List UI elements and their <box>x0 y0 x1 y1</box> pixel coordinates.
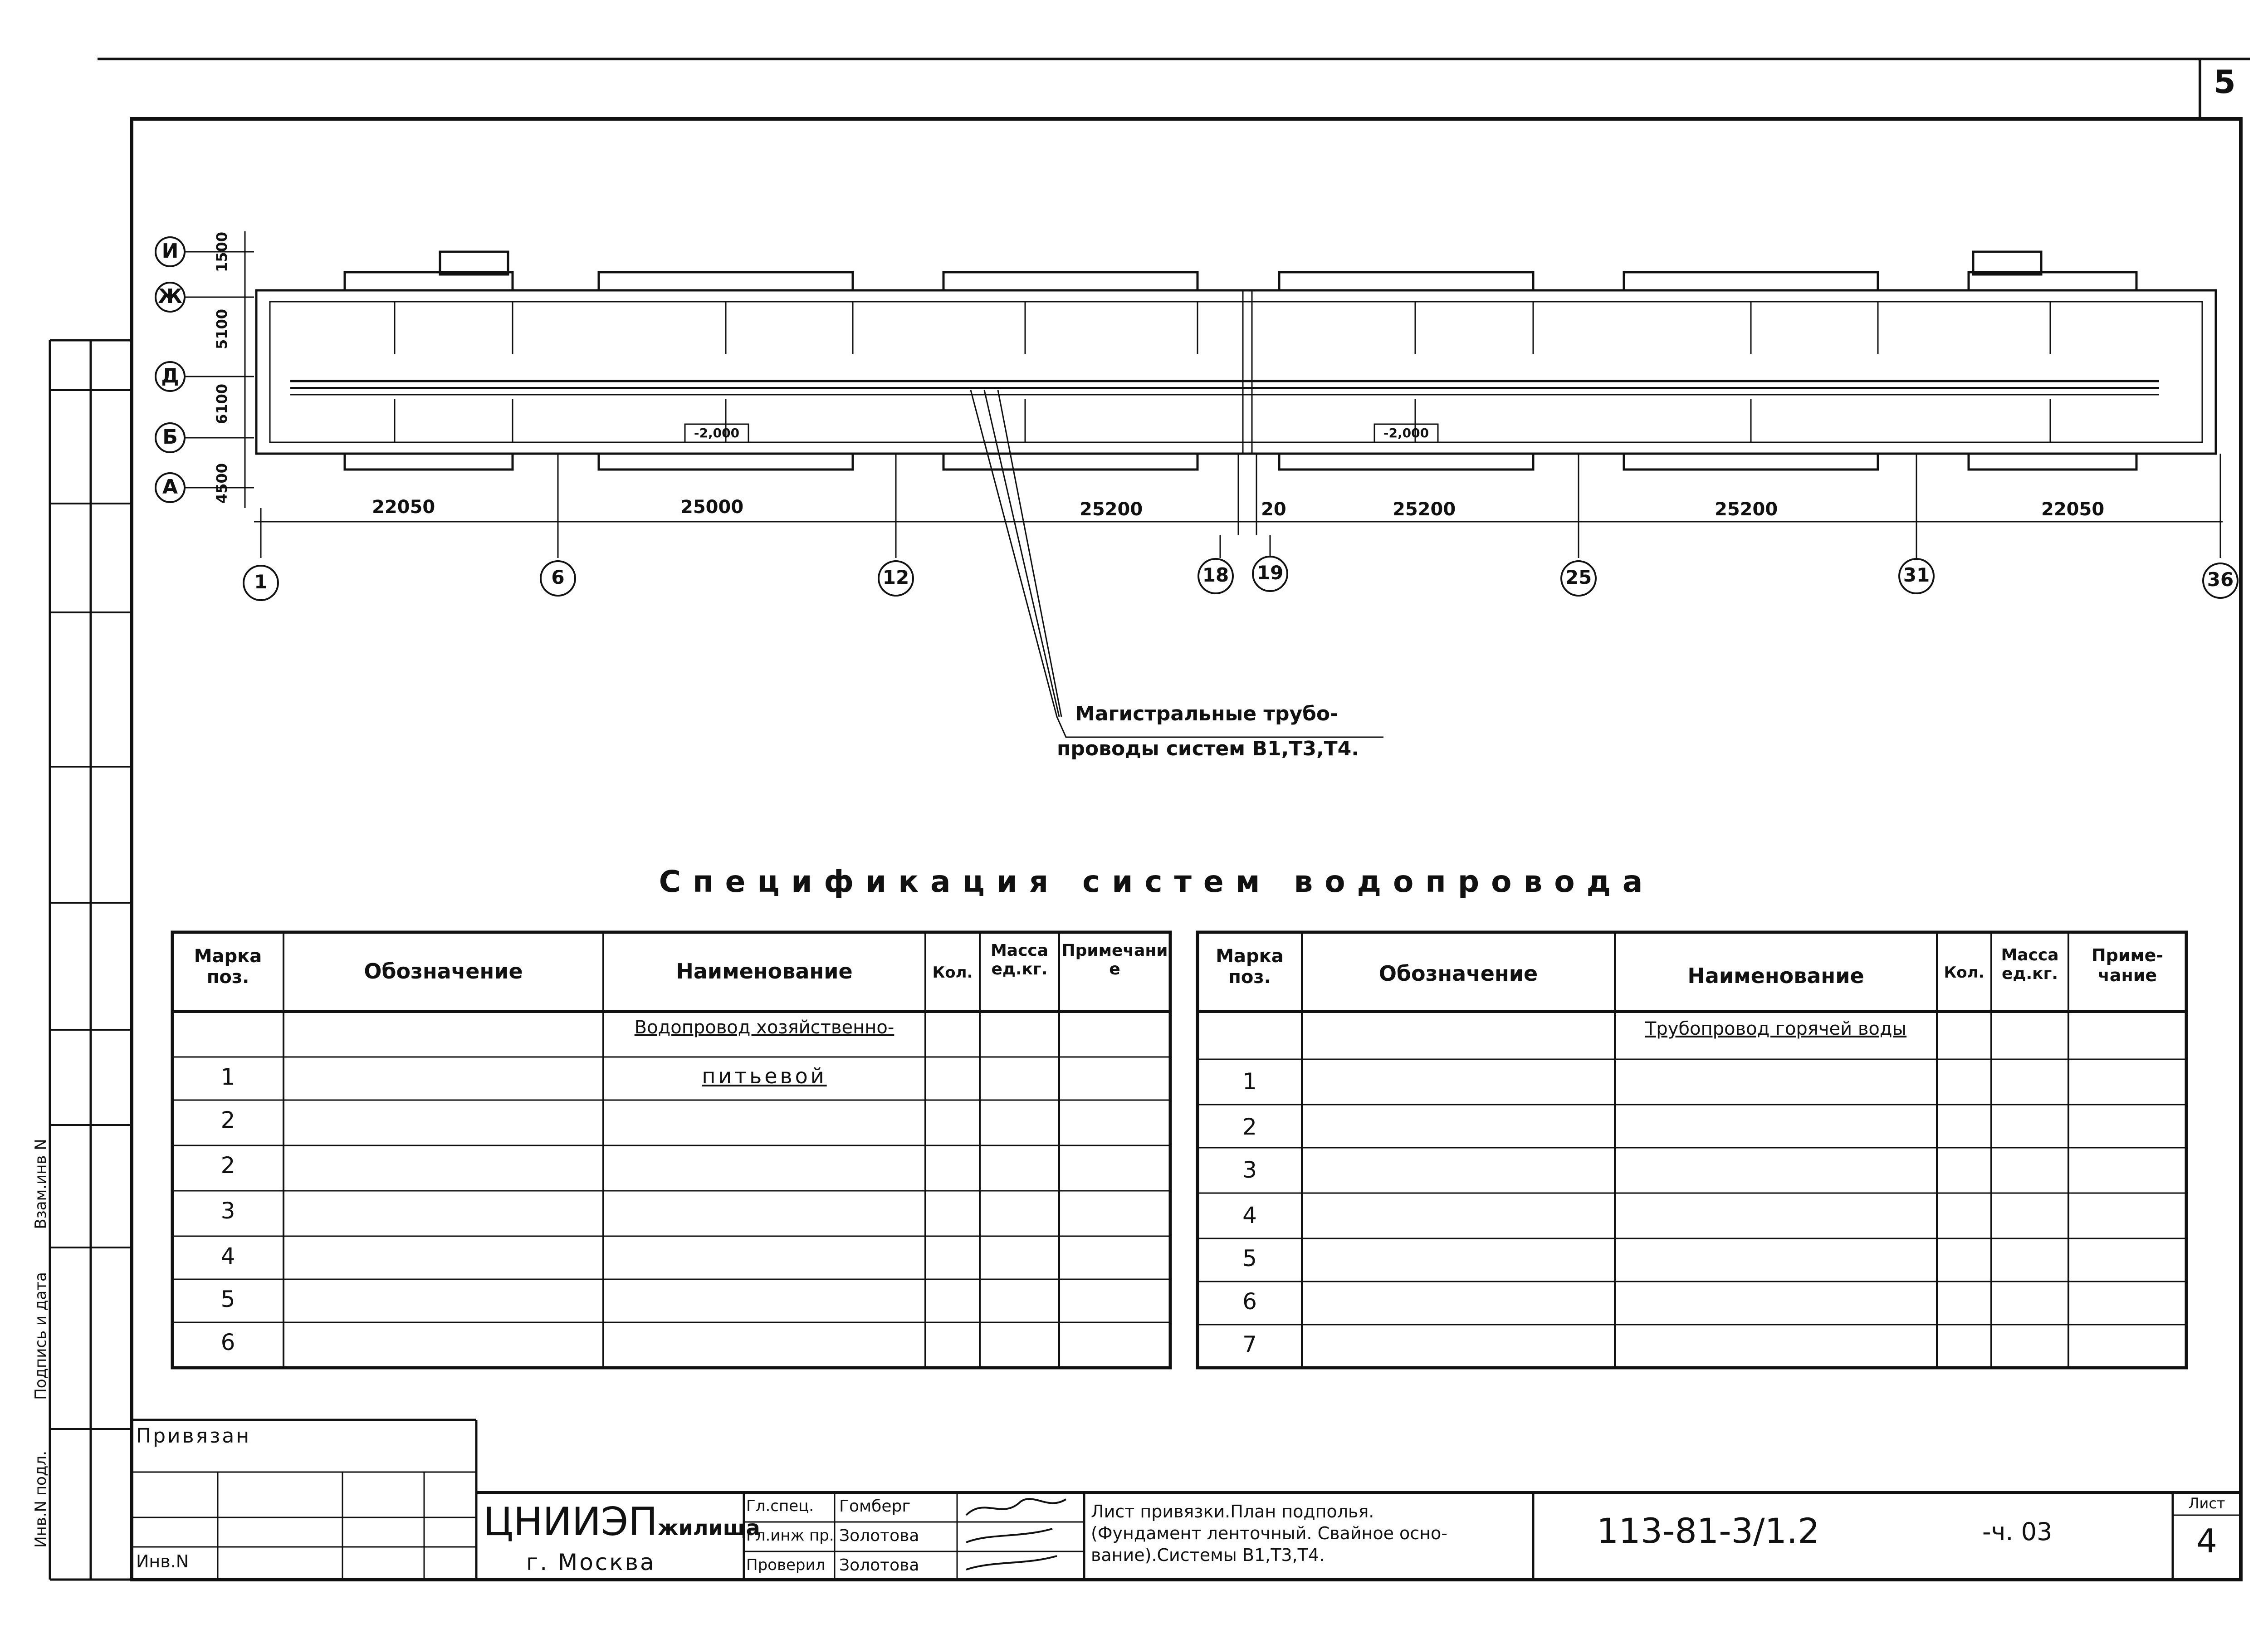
spec-title: Спецификация систем водопровода <box>659 864 1655 899</box>
inv-label: Инв.N <box>136 1551 189 1571</box>
right-hdr-name: Наименование <box>1687 964 1864 988</box>
right-hdr-mass: Масса ед.кг. <box>2001 946 2059 983</box>
level-mark: -2,000 <box>1383 426 1429 440</box>
col-axis-label: 19 <box>1256 562 1284 584</box>
col-dim-label: 22050 <box>2041 499 2105 520</box>
left-hdr-designation: Обозначение <box>364 959 523 983</box>
sheet-corner-number: 5 <box>2214 64 2236 101</box>
col-dim-label: 20 <box>1261 499 1286 520</box>
right-hdr-note: Приме- чание <box>2091 945 2164 985</box>
left-group-line1: Водопровод хозяйственно- <box>634 1017 894 1038</box>
privyazan-label: Привязан <box>136 1424 251 1448</box>
row-axis-label: Ж <box>158 285 182 308</box>
signature-3 <box>966 1556 1057 1570</box>
row-axis-label: Б <box>162 426 178 449</box>
left-hdr-mark: Марка поз. <box>194 946 262 988</box>
level-mark: -2,000 <box>694 426 740 440</box>
col-axis-label: 25 <box>1565 566 1592 588</box>
col-dim-label: 22050 <box>372 497 435 518</box>
left-hdr-note: Примечание <box>1061 941 1168 979</box>
left-row-mark: 2 <box>220 1152 235 1179</box>
pipeline-callout-line2: проводы систем В1,Т3,Т4. <box>1057 737 1359 760</box>
left-row-mark: 2 <box>220 1107 235 1133</box>
right-row-mark: 5 <box>1242 1245 1257 1272</box>
role-checked: Проверил <box>746 1556 826 1574</box>
left-hdr-name: Наименование <box>676 959 853 983</box>
pipeline-callout-line1: Магистральные трубо- <box>1075 702 1339 725</box>
right-group-line1: Трубопровод горячей воды <box>1645 1018 1907 1039</box>
left-row-mark: 6 <box>220 1329 235 1355</box>
row-dim-label: 6100 <box>213 383 230 424</box>
col-axis-label: 18 <box>1202 564 1229 586</box>
left-row-mark: 5 <box>220 1286 235 1312</box>
sheet-desc-2: (Фундамент ленточный. Свайное осно- <box>1091 1523 1447 1543</box>
row-dim-label: 5100 <box>213 308 230 349</box>
right-row-mark: 1 <box>1242 1068 1257 1095</box>
role-chief-eng: Гл.инж пр. <box>746 1526 834 1545</box>
name-chief-eng: Золотова <box>839 1526 919 1545</box>
row-axis-label: А <box>162 475 178 499</box>
name-checked: Золотова <box>839 1556 919 1575</box>
col-axis-label: 12 <box>882 566 909 588</box>
row-dim-label: 1500 <box>213 231 230 272</box>
document-part: -ч. 03 <box>1982 1517 2053 1546</box>
stamp-signature-date: Подпись и дата <box>32 1272 50 1400</box>
signature-2 <box>966 1529 1052 1542</box>
col-axis-label: 1 <box>254 571 268 593</box>
role-chief-spec: Гл.спец. <box>746 1497 814 1515</box>
stamp-inv-podl: Инв.N подл. <box>32 1451 50 1548</box>
right-row-mark: 4 <box>1242 1202 1257 1228</box>
col-dim-label: 25000 <box>680 497 744 518</box>
stamp-vzam-inv: Взам.инв N <box>32 1139 50 1229</box>
name-chief-spec: Гомберг <box>839 1497 911 1516</box>
left-hdr-mass: Масса ед.кг. <box>990 941 1049 979</box>
col-dim-label: 25200 <box>1715 499 1778 520</box>
right-hdr-qty: Кол. <box>1944 964 1984 982</box>
right-hdr-mark: Марка поз. <box>1216 946 1284 988</box>
left-group-line2: питьевой <box>702 1064 827 1088</box>
left-hdr-qty: Кол. <box>932 964 973 982</box>
right-row-mark: 7 <box>1242 1331 1257 1358</box>
org-name: ЦНИИЭПжилища <box>483 1499 760 1545</box>
sheet-desc-1: Лист привязки.План подполья. <box>1091 1502 1374 1521</box>
org-city: г. Москва <box>526 1549 656 1575</box>
sheet-label: Лист <box>2188 1495 2225 1512</box>
left-row-mark: 3 <box>220 1198 235 1224</box>
sheet-desc-3: вание).Системы В1,Т3,Т4. <box>1091 1545 1325 1565</box>
col-axis-label: 6 <box>551 566 565 588</box>
col-dim-label: 25200 <box>1393 499 1456 520</box>
sheet-number: 4 <box>2196 1522 2217 1560</box>
row-axis-label: И <box>161 240 179 263</box>
right-row-mark: 3 <box>1242 1157 1257 1183</box>
row-axis-label: Д <box>161 364 179 387</box>
signature-1 <box>966 1499 1066 1515</box>
col-axis-label: 36 <box>2207 568 2234 591</box>
col-dim-label: 25200 <box>1080 499 1143 520</box>
document-code: 113-81-3/1.2 <box>1597 1511 1820 1551</box>
row-dim-label: 4500 <box>213 463 230 504</box>
right-row-mark: 6 <box>1242 1288 1257 1315</box>
col-axis-label: 31 <box>1903 564 1930 586</box>
left-row-mark: 1 <box>220 1064 235 1090</box>
right-hdr-designation: Обозначение <box>1378 961 1538 986</box>
left-row-mark: 4 <box>220 1243 235 1269</box>
right-row-mark: 2 <box>1242 1114 1257 1140</box>
